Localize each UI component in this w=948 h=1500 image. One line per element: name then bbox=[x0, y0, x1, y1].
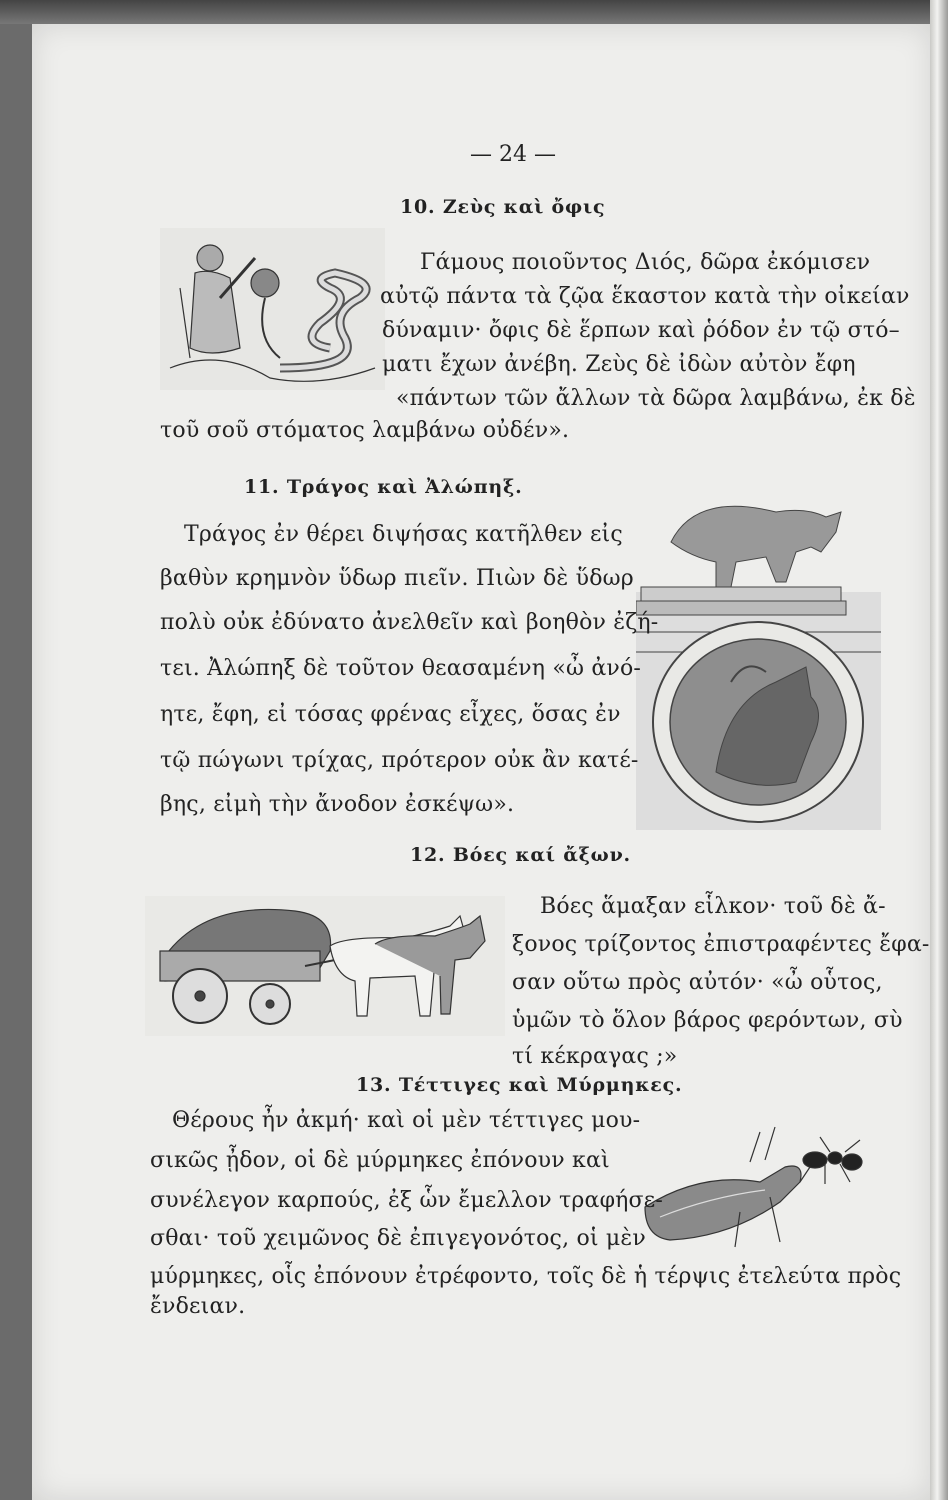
fable-10-line-3: δύναμιν· ὄφις δὲ ἕρπων καὶ ῥόδον ἐν τῷ στό– bbox=[382, 318, 900, 343]
fable-11-line-5: ητε, ἔφη, εἰ τόσας φρένας εἶχες, ὅσας ἐν bbox=[160, 702, 621, 727]
fable-13-line-4: σθαι· τοῦ χειμῶνος δὲ ἐπιγεγονότος, οἱ μὲν bbox=[150, 1226, 646, 1251]
fable-10-line-5: «πάντων τῶν ἄλλων τὰ δῶρα λαμβάνω, ἐκ δὲ bbox=[396, 386, 916, 411]
fable-13-line-1: Θέρους ἦν ἀκμή· καὶ οἱ μὲν τέττιγες μου- bbox=[172, 1108, 641, 1133]
fable-13-line-3: συνέλεγον καρπούς, ἐξ ὧν ἔμελλον τραφήσε- bbox=[150, 1188, 664, 1213]
fable-12-line-3: σαν οὕτω πρὸς αὐτόν· «ὦ οὗτος, bbox=[512, 970, 883, 995]
fable-10-line-4: ματι ἔχων ἀνέβη. Ζεὺς δὲ ἰδὼν αὐτὸν ἔφη bbox=[382, 352, 856, 377]
fable-13-line-2: σικῶς ᾖδον, οἱ δὲ μύρμηκες ἐπόνουν καὶ bbox=[150, 1148, 610, 1173]
fable-11-line-7: βης, εἰμὴ τὴν ἄνοδον ἐσκέψω». bbox=[160, 792, 515, 817]
scan-top-border bbox=[0, 0, 948, 24]
page-number: — 24 — bbox=[470, 142, 556, 167]
fable-13-line-5: μύρμηκες, οἷς ἐπόνουν ἐτρέφοντο, τοῖς δὲ ἡ τέρψις ἐτελεύτα πρὸς bbox=[150, 1264, 902, 1289]
fable-10-line-2: αὐτῷ πάντα τὰ ζῷα ἕκαστον κατὰ τὴν οἰκείαν bbox=[380, 284, 910, 309]
fable-11-title: 11. Τράγος καὶ Ἀλώπηξ. bbox=[244, 476, 523, 498]
fable-10-line-1: Γάμους ποιοῦντος Διός, δῶρα ἐκόμισεν bbox=[420, 250, 871, 275]
fable-13-line-6: ἔνδειαν. bbox=[150, 1294, 246, 1319]
fable-12-line-5: τί κέκραγας ;» bbox=[512, 1044, 678, 1069]
fable-11-line-3: πολὺ οὐκ ἐδύνατο ἀνελθεῖν καὶ βοηθὸν ἐζή- bbox=[160, 610, 659, 635]
fable-13-title: 13. Τέττιγες καὶ Μύρμηκες. bbox=[356, 1074, 683, 1096]
zeus-snake-illustration bbox=[160, 228, 385, 390]
fox-goat-well-illustration bbox=[636, 482, 881, 830]
fable-12-line-4: ὑμῶν τὸ ὅλον βάρος φερόντων, σὺ bbox=[512, 1008, 903, 1033]
page-edge bbox=[930, 0, 948, 1500]
oxen-cart-illustration bbox=[145, 896, 505, 1036]
fable-12-line-1: Βόες ἅμαξαν εἷλκον· τοῦ δὲ ἄ- bbox=[540, 894, 886, 919]
fable-11-line-6: τῷ πώγωνι τρίχας, πρότερον οὐκ ἂν κατέ- bbox=[160, 748, 639, 773]
fable-10-line-6: τοῦ σοῦ στόματος λαμβάνω οὐδέν». bbox=[160, 418, 570, 443]
fable-12-title: 12. Βόες καί ἄξων. bbox=[410, 844, 631, 866]
fable-11-line-2: βαθὺν κρημνὸν ὕδωρ πιεῖν. Πιὼν δὲ ὕδωρ bbox=[160, 566, 634, 591]
fable-11-line-4: τει. Ἀλώπηξ δὲ τοῦτον θεασαμένη «ὦ ἀνό- bbox=[160, 656, 642, 681]
cicada-ant-illustration bbox=[640, 1122, 875, 1252]
fable-12-line-2: ξονος τρίζοντος ἐπιστραφέντες ἔφα- bbox=[512, 932, 930, 957]
fable-11-line-1: Τράγος ἐν θέρει διψήσας κατῆλθεν εἰς bbox=[184, 522, 623, 547]
fable-10-title: 10. Ζεὺς καὶ ὄφις bbox=[400, 196, 606, 218]
